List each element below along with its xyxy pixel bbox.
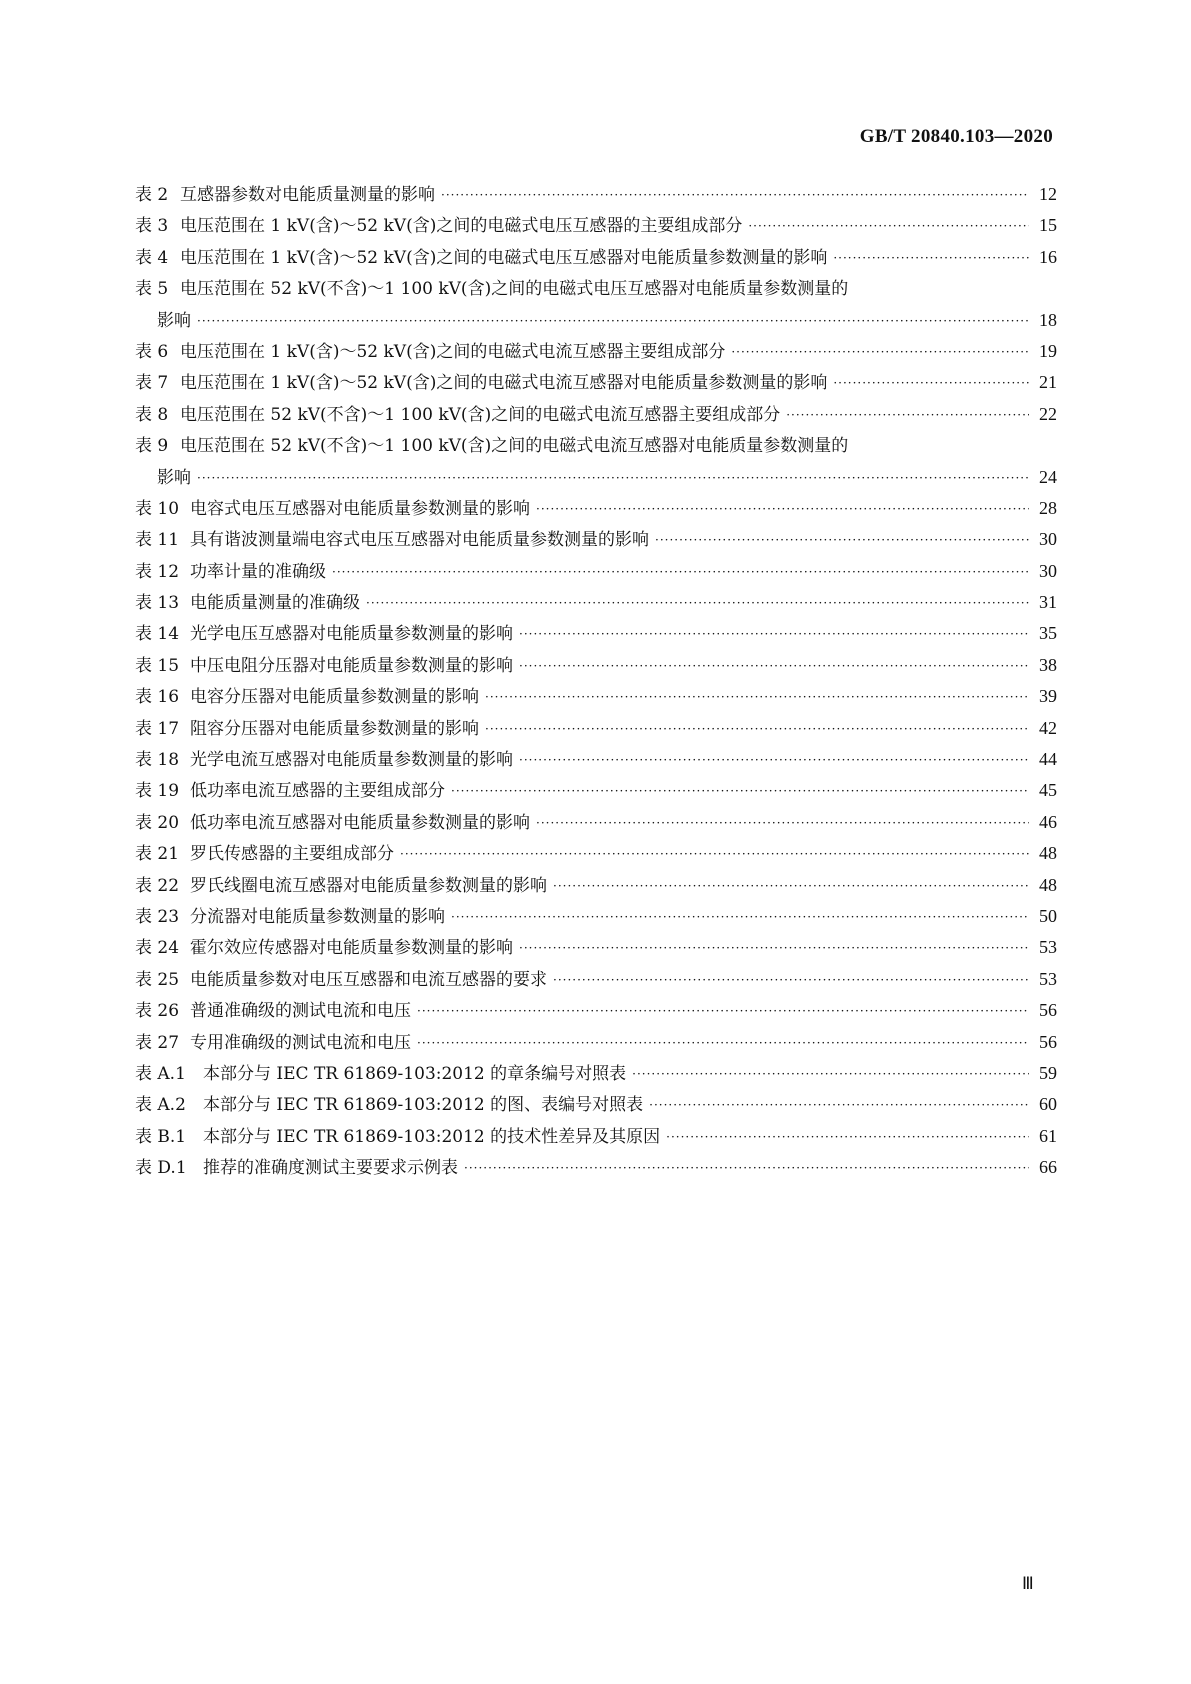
toc-entry-title: 电能质量参数对电压互感器和电流互感器的要求 bbox=[190, 969, 547, 990]
toc-entry-page: 16 bbox=[1039, 246, 1057, 267]
toc-entry-title: 电压范围在 1 kV(含)～52 kV(含)之间的电磁式电压互感器的主要组成部分 bbox=[180, 216, 743, 237]
toc-entry-title: 阻容分压器对电能质量参数测量的影响 bbox=[190, 718, 479, 739]
toc-entry-page: 44 bbox=[1039, 749, 1057, 770]
leader-dots bbox=[536, 816, 1029, 830]
toc-entry-page: 12 bbox=[1039, 184, 1057, 204]
toc-entry-title: 具有谐波测量端电容式电压互感器对电能质量参数测量的影响 bbox=[190, 530, 649, 551]
toc-entry-label: 表 5 bbox=[135, 279, 169, 300]
toc-entry-label: 表 7 bbox=[135, 373, 169, 394]
leader-dots bbox=[197, 314, 1029, 328]
toc-entry-page: 31 bbox=[1039, 592, 1057, 613]
toc-entry-title: 光学电压互感器对电能质量参数测量的影响 bbox=[190, 624, 513, 645]
leader-dots bbox=[649, 1098, 1029, 1112]
toc-entry-label: 表 8 bbox=[135, 404, 169, 425]
toc-entry[interactable] bbox=[135, 651, 1057, 682]
leader-dots bbox=[666, 1130, 1029, 1144]
leader-dots bbox=[400, 847, 1029, 861]
toc-entry-label: 表 22 bbox=[135, 875, 180, 896]
toc-entry-page: 30 bbox=[1039, 560, 1057, 581]
toc-entry-title-cont: 影响 bbox=[157, 467, 191, 488]
toc-entry[interactable] bbox=[135, 871, 1057, 902]
toc-entry-page: 18 bbox=[1039, 309, 1057, 330]
toc-entry-page: 24 bbox=[1039, 466, 1057, 487]
leader-dots bbox=[366, 596, 1029, 610]
leader-dots bbox=[417, 1036, 1029, 1050]
toc-entry-label: 表 10 bbox=[135, 498, 180, 519]
toc-entry-label: 表 24 bbox=[135, 938, 180, 959]
leader-dots bbox=[731, 345, 1029, 359]
toc-entry-title: 推荐的准确度测试主要要求示例表 bbox=[203, 1158, 458, 1179]
leader-dots bbox=[519, 753, 1029, 767]
leader-dots bbox=[519, 941, 1029, 955]
toc-entry-page: 53 bbox=[1039, 968, 1057, 989]
toc-entry-title: 光学电流互感器对电能质量参数测量的影响 bbox=[190, 750, 513, 771]
toc-entry-page: 19 bbox=[1039, 340, 1057, 361]
toc-entry-page: 15 bbox=[1039, 215, 1057, 236]
toc-entry-label: 表 11 bbox=[135, 530, 180, 551]
toc-entry-label: 表 A.2 bbox=[135, 1095, 186, 1116]
leader-dots bbox=[464, 1161, 1029, 1175]
leader-dots bbox=[655, 533, 1029, 547]
toc-entry-label: 表 16 bbox=[135, 687, 180, 708]
toc-entry[interactable] bbox=[135, 525, 1057, 556]
leader-dots bbox=[485, 690, 1029, 704]
toc-entry-title: 专用准确级的测试电流和电压 bbox=[190, 1032, 411, 1053]
toc-entry-title: 电容式电压互感器对电能质量参数测量的影响 bbox=[190, 498, 530, 519]
toc-entry-title: 功率计量的准确级 bbox=[190, 561, 326, 582]
toc-entry[interactable] bbox=[135, 839, 1057, 870]
leader-dots bbox=[332, 565, 1029, 579]
toc-entry-continuation[interactable] bbox=[135, 306, 1057, 337]
leader-dots bbox=[632, 1067, 1029, 1081]
toc-entry[interactable] bbox=[135, 211, 1057, 242]
toc-entry-label: 表 3 bbox=[135, 216, 169, 237]
table-of-tables bbox=[135, 180, 1057, 1185]
toc-entry-title: 电压范围在 1 kV(含)～52 kV(含)之间的电磁式电流互感器对电能质量参数测量的影响 bbox=[180, 373, 828, 394]
toc-entry-page: 48 bbox=[1039, 874, 1057, 895]
toc-entry[interactable] bbox=[135, 400, 1057, 431]
toc-entry-title-cont: 影响 bbox=[157, 310, 191, 331]
leader-dots bbox=[833, 376, 1029, 390]
toc-entry-title: 电压范围在 52 kV(不含)～1 100 kV(含)之间的电磁式电流互感器主要组成部分 bbox=[180, 404, 781, 425]
toc-entry[interactable] bbox=[135, 243, 1057, 274]
leader-dots bbox=[441, 188, 1029, 202]
toc-entry-page: 39 bbox=[1039, 686, 1057, 707]
leader-dots bbox=[553, 973, 1029, 987]
toc-entry[interactable] bbox=[135, 1122, 1057, 1153]
toc-entry-title: 本部分与 IEC TR 61869-103:2012 的图、表编号对照表 bbox=[203, 1095, 644, 1116]
leader-dots bbox=[451, 910, 1029, 924]
toc-entry-title: 低功率电流互感器的主要组成部分 bbox=[190, 781, 445, 802]
toc-entry[interactable] bbox=[135, 494, 1057, 525]
toc-entry-title: 罗氏传感器的主要组成部分 bbox=[190, 844, 394, 865]
leader-dots bbox=[536, 502, 1029, 516]
toc-entry[interactable] bbox=[135, 776, 1057, 807]
toc-entry-page: 56 bbox=[1039, 1031, 1057, 1052]
toc-entry-label: 表 23 bbox=[135, 906, 180, 927]
toc-entry-label: 表 4 bbox=[135, 247, 169, 268]
toc-entry[interactable] bbox=[135, 274, 1057, 305]
toc-entry-page: 35 bbox=[1039, 623, 1057, 644]
toc-entry-label: 表 25 bbox=[135, 969, 180, 990]
toc-entry[interactable] bbox=[135, 933, 1057, 964]
toc-entry[interactable] bbox=[135, 808, 1057, 839]
toc-entry[interactable] bbox=[135, 745, 1057, 776]
toc-entry-title: 中压电阻分压器对电能质量参数测量的影响 bbox=[190, 655, 513, 676]
toc-entry-label: 表 18 bbox=[135, 750, 180, 771]
toc-entry-page: 50 bbox=[1039, 905, 1057, 926]
toc-entry-label: 表 B.1 bbox=[135, 1126, 187, 1147]
leader-dots bbox=[833, 251, 1029, 265]
toc-entry-label: 表 21 bbox=[135, 844, 180, 865]
toc-entry-label: 表 9 bbox=[135, 436, 169, 457]
toc-entry-label: 表 2 bbox=[135, 185, 169, 205]
toc-entry[interactable] bbox=[135, 1059, 1057, 1090]
toc-entry-title: 电压范围在 52 kV(不含)～1 100 kV(含)之间的电磁式电流互感器对电能质量参数测量的 bbox=[180, 436, 849, 457]
leader-dots bbox=[519, 627, 1029, 641]
toc-entry-label: 表 15 bbox=[135, 655, 180, 676]
toc-entry-page: 60 bbox=[1039, 1094, 1057, 1115]
toc-entry-label: 表 27 bbox=[135, 1032, 180, 1053]
toc-entry[interactable] bbox=[135, 965, 1057, 996]
toc-entry-title: 本部分与 IEC TR 61869-103:2012 的章条编号对照表 bbox=[203, 1063, 627, 1084]
toc-entry[interactable] bbox=[135, 180, 1057, 211]
toc-entry-title: 电压范围在 1 kV(含)～52 kV(含)之间的电磁式电流互感器主要组成部分 bbox=[180, 341, 726, 362]
toc-entry[interactable] bbox=[135, 431, 1057, 462]
toc-entry-page: 59 bbox=[1039, 1062, 1057, 1083]
toc-entry-title: 低功率电流互感器对电能质量参数测量的影响 bbox=[190, 812, 530, 833]
toc-entry-page: 22 bbox=[1039, 403, 1057, 424]
toc-entry-page: 38 bbox=[1039, 654, 1057, 675]
toc-entry-page: 66 bbox=[1039, 1157, 1057, 1178]
toc-entry-label: 表 17 bbox=[135, 718, 180, 739]
toc-entry[interactable] bbox=[135, 557, 1057, 588]
toc-entry-page: 30 bbox=[1039, 529, 1057, 550]
toc-entry[interactable] bbox=[135, 337, 1057, 368]
toc-entry-page: 28 bbox=[1039, 497, 1057, 518]
toc-entry[interactable] bbox=[135, 902, 1057, 933]
leader-dots bbox=[519, 659, 1029, 673]
toc-entry-page: 42 bbox=[1039, 717, 1057, 738]
standard-id: GB/T 20840.103—2020 bbox=[859, 126, 1053, 147]
toc-entry-label: 表 13 bbox=[135, 593, 180, 614]
leader-dots bbox=[485, 722, 1029, 736]
toc-entry-title: 罗氏线圈电流互感器对电能质量参数测量的影响 bbox=[190, 875, 547, 896]
toc-entry-page: 48 bbox=[1039, 843, 1057, 864]
toc-entry-page: 45 bbox=[1039, 780, 1057, 801]
leader-dots bbox=[197, 471, 1029, 485]
toc-entry[interactable] bbox=[135, 1090, 1057, 1121]
toc-entry-title: 电能质量测量的准确级 bbox=[190, 593, 360, 614]
toc-entry-label: 表 12 bbox=[135, 561, 180, 582]
toc-entry[interactable] bbox=[135, 368, 1057, 399]
leader-dots bbox=[553, 879, 1029, 893]
toc-entry[interactable] bbox=[135, 682, 1057, 713]
toc-entry[interactable] bbox=[135, 714, 1057, 745]
toc-entry-title: 互感器参数对电能质量测量的影响 bbox=[180, 185, 435, 205]
leader-dots bbox=[417, 1004, 1029, 1018]
toc-entry-label: 表 D.1 bbox=[135, 1158, 187, 1179]
toc-entry[interactable] bbox=[135, 1153, 1057, 1184]
toc-entry-title: 电压范围在 1 kV(含)～52 kV(含)之间的电磁式电压互感器对电能质量参数测量的影响 bbox=[180, 247, 828, 268]
toc-entry-title: 电容分压器对电能质量参数测量的影响 bbox=[190, 687, 479, 708]
toc-entry-label: 表 A.1 bbox=[135, 1063, 186, 1084]
toc-entry-continuation[interactable] bbox=[135, 463, 1057, 494]
toc-entry-page: 61 bbox=[1039, 1125, 1057, 1146]
toc-entry-label: 表 14 bbox=[135, 624, 180, 645]
leader-dots bbox=[748, 219, 1029, 233]
toc-entry-label: 表 26 bbox=[135, 1001, 180, 1022]
toc-entry-title: 分流器对电能质量参数测量的影响 bbox=[190, 906, 445, 927]
toc-entry[interactable] bbox=[135, 1028, 1057, 1059]
toc-entry-page: 21 bbox=[1039, 372, 1057, 393]
toc-entry-label: 表 6 bbox=[135, 341, 169, 362]
toc-entry-title: 本部分与 IEC TR 61869-103:2012 的技术性差异及其原因 bbox=[203, 1126, 661, 1147]
page-number: Ⅲ bbox=[1022, 1574, 1034, 1593]
toc-entry-label: 表 19 bbox=[135, 781, 180, 802]
toc-entry-title: 电压范围在 52 kV(不含)～1 100 kV(含)之间的电磁式电压互感器对电能质量参数测量的 bbox=[180, 279, 849, 300]
toc-entry-label: 表 20 bbox=[135, 812, 180, 833]
toc-entry[interactable] bbox=[135, 996, 1057, 1027]
toc-entry[interactable] bbox=[135, 588, 1057, 619]
toc-entry-page: 56 bbox=[1039, 1000, 1057, 1021]
toc-entry-title: 霍尔效应传感器对电能质量参数测量的影响 bbox=[190, 938, 513, 959]
toc-entry[interactable] bbox=[135, 619, 1057, 650]
toc-entry-page: 46 bbox=[1039, 811, 1057, 832]
toc-entry-page: 53 bbox=[1039, 937, 1057, 958]
leader-dots bbox=[451, 784, 1029, 798]
toc-entry-title: 普通准确级的测试电流和电压 bbox=[190, 1001, 411, 1022]
leader-dots bbox=[786, 408, 1029, 422]
